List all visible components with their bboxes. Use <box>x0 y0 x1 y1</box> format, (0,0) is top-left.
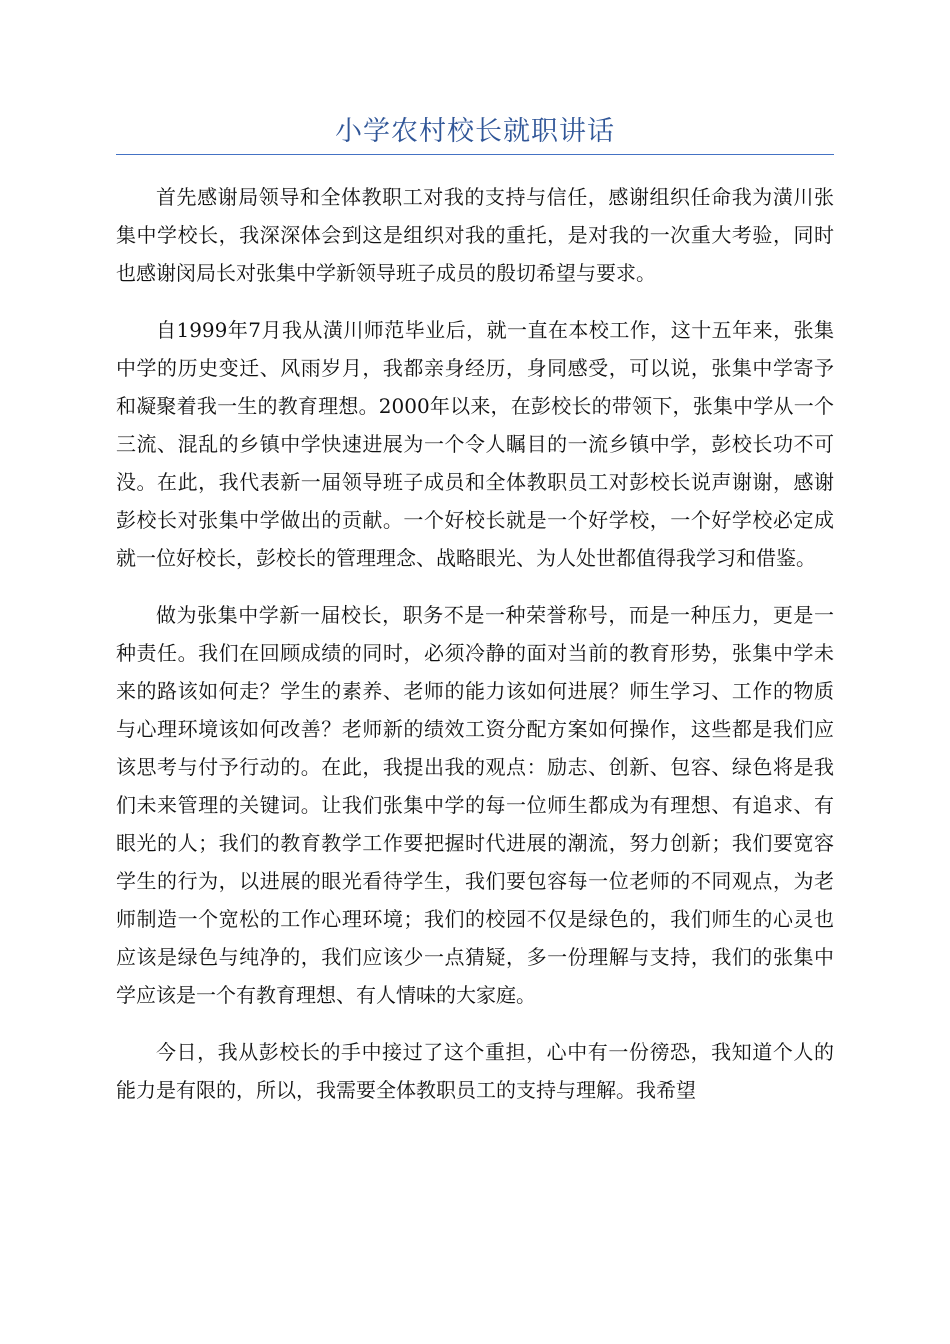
paragraph-2: 自1999年7月我从潢川师范毕业后，就一直在本校工作，这十五年来，张集中学的历史变迁、风雨岁月，我都亲身经历，身同感受，可以说，张集中学寄予和凝聚着我一生的教育理想。2000年以来，在彭校长的带领下，张集中学从一个三流、混乱的乡镇中学快速进展为一个令人瞩目的一流乡镇中学，彭校长功不可没。在此，我代表新一届领导班子成员和全体教职员工对彭校长说声谢谢，感谢彭校长对张集中学做出的贡献。一个好校长就是一个好学校，一个好学校必定成就一位好校长，彭校长的管理理念、战略眼光、为人处世都值得我学习和借鉴。 <box>116 318 834 570</box>
paragraph-3: 做为张集中学新一届校长，职务不是一种荣誉称号，而是一种压力，更是一种责任。我们在回顾成绩的同时，必须冷静的面对当前的教育形势，张集中学未来的路该如何走？学生的素养、老师的能力该如何进展？师生学习、工作的物质与心理环境该如何改善？老师新的绩效工资分配方案如何操作，这些都是我们应该思考与付予行动的。在此，我提出我的观点：励志、创新、包容、绿色将是我们未来管理的关键词。让我们张集中学的每一位师生都成为有理想、有追求、有眼光的人；我们的教育教学工作要把握时代进展的潮流，努力创新；我们要宽容学生的行为，以进展的眼光看待学生，我们要包容每一位老师的不同观点，为老师制造一个宽松的工作心理环境；我们的校园不仅是绿色的，我们师生的心灵也应该是绿色与纯净的，我们应该少一点猜疑，多一份理解与支持，我们的张集中学应该是一个有教育理想、有人情味的大家庭。 <box>116 603 834 1007</box>
title-underline <box>116 154 834 155</box>
document-title: 小学农村校长就职讲话 <box>335 116 615 147</box>
paragraph-1: 首先感谢局领导和全体教职工对我的支持与信任，感谢组织任命我为潢川张集中学校长，我深深体会到这是组织对我的重托，是对我的一次重大考验，同时也感谢闵局长对张集中学新领导班子成员的殷切希望与要求。 <box>116 185 834 285</box>
paragraph-4: 今日，我从彭校长的手中接过了这个重担，心中有一份徬恐，我知道个人的能力是有限的，所以，我需要全体教职员工的支持与理解。我希望 <box>116 1040 834 1102</box>
document-body <box>116 178 834 1128</box>
